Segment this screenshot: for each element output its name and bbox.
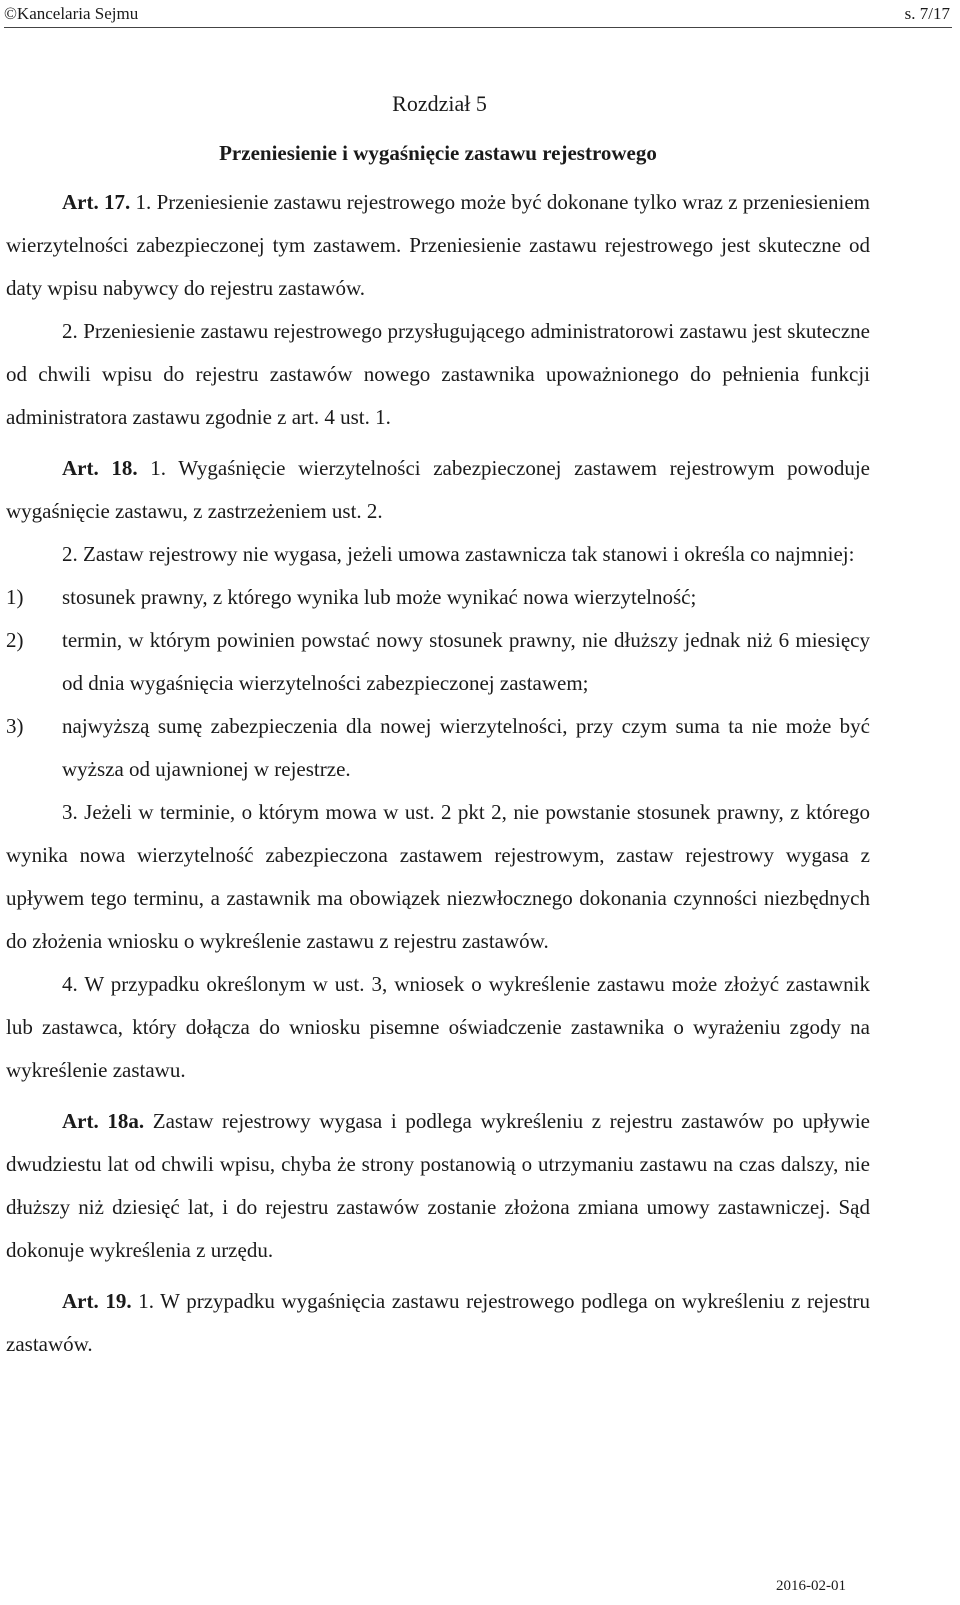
- art18-label: Art. 18.: [62, 456, 138, 480]
- chapter-number: Rozdział 5: [392, 91, 487, 116]
- document-body: [6, 82, 870, 1366]
- art17-label: Art. 17.: [62, 190, 131, 214]
- art19-ust1-text: 1. W przypadku wygaśnięcia zastawu rejestrowego podlega on wykreśleniu z rejestru zastawów.: [6, 1289, 870, 1356]
- point-number: 3): [6, 714, 24, 738]
- art18-point-2: [6, 619, 870, 705]
- art18a-text: Zastaw rejestrowy wygasa i podlega wykreśleniu z rejestru zastawów po upływie dwudziestu lat od chwili wpisu, chyba że strony postanowią o utrzymaniu zastawu na czas dalszy, nie dłuższy niż dziesięć lat, i do rejestru zastawów zostanie złożona zmiana umowy zastawniczej. Sąd dokonuje wykreślenia z urzędu.: [6, 1109, 870, 1262]
- art17-ust2: 2. Przeniesienie zastawu rejestrowego przysługującego administratorowi zastawu jest skuteczne od chwili wpisu do rejestru zastawów nowego zastawnika upoważnionego do pełnienia funkcji administratora zastawu zgodnie z art. 4 ust. 1.: [6, 319, 870, 429]
- art18-point-1: [6, 576, 870, 619]
- header-divider: [4, 27, 952, 28]
- point-number: 1): [6, 585, 24, 609]
- point-number: 2): [6, 628, 24, 652]
- header-page-number: s. 7/17: [904, 4, 950, 23]
- art19-label: Art. 19.: [62, 1289, 132, 1313]
- footer-date: 2016-02-01: [776, 1578, 846, 1594]
- art18-ust2: 2. Zastaw rejestrowy nie wygasa, jeżeli umowa zastawnicza tak stanowi i określa co najmniej:: [62, 542, 855, 566]
- art18a-label: Art. 18a.: [62, 1109, 145, 1133]
- art17-ust1: [6, 181, 870, 310]
- art18-ust1: [6, 447, 870, 533]
- chapter-title: Przeniesienie i wygaśnięcie zastawu rejestrowego: [219, 141, 657, 165]
- art18-ust4: 4. W przypadku określonym w ust. 3, wniosek o wykreślenie zastawu może złożyć zastawnik lub zastawca, który dołącza do wniosku pisemne oświadczenie zastawnika o wyrażeniu zgody na wykreślenie zastawu.: [6, 972, 870, 1082]
- point-text: stosunek prawny, z którego wynika lub może wynikać nowa wierzytelność;: [62, 585, 697, 609]
- art18-ust1-text: 1. Wygaśnięcie wierzytelności zabezpieczonej zastawem rejestrowym powoduje wygaśnięcie zastawu, z zastrzeżeniem ust. 2.: [6, 456, 871, 523]
- art18a: [6, 1100, 870, 1272]
- page-header: [0, 0, 960, 26]
- art19-ust1: [6, 1280, 870, 1366]
- art18-point-3: [6, 705, 870, 791]
- art18-ust3: 3. Jeżeli w terminie, o którym mowa w ust. 2 pkt 2, nie powstanie stosunek prawny, z którego wynika nowa wierzytelność zabezpieczona zastawem rejestrowym, zastaw rejestrowy wygasa z upływem tego terminu, a zastawnik ma obowiązek niezwłocznego dokonania czynności niezbędnych do złożenia wniosku o wykreślenie zastawu z rejestru zastawów.: [6, 800, 870, 953]
- header-copyright: ©Kancelaria Sejmu: [4, 4, 139, 23]
- art17-ust1-text: 1. Przeniesienie zastawu rejestrowego może być dokonane tylko wraz z przeniesieniem wierzytelności zabezpieczonej tym zastawem. Przeniesienie zastawu rejestrowego jest skuteczne od daty wpisu nabywcy do rejestru zastawów.: [6, 190, 870, 300]
- point-text: termin, w którym powinien powstać nowy stosunek prawny, nie dłuższy jednak niż 6 miesięcy od dnia wygaśnięcia wierzytelności zabezpieczonej zastawem;: [62, 628, 870, 695]
- point-text: najwyższą sumę zabezpieczenia dla nowej wierzytelności, przy czym suma ta nie może być wyższa od ujawnionej w rejestrze.: [62, 714, 870, 781]
